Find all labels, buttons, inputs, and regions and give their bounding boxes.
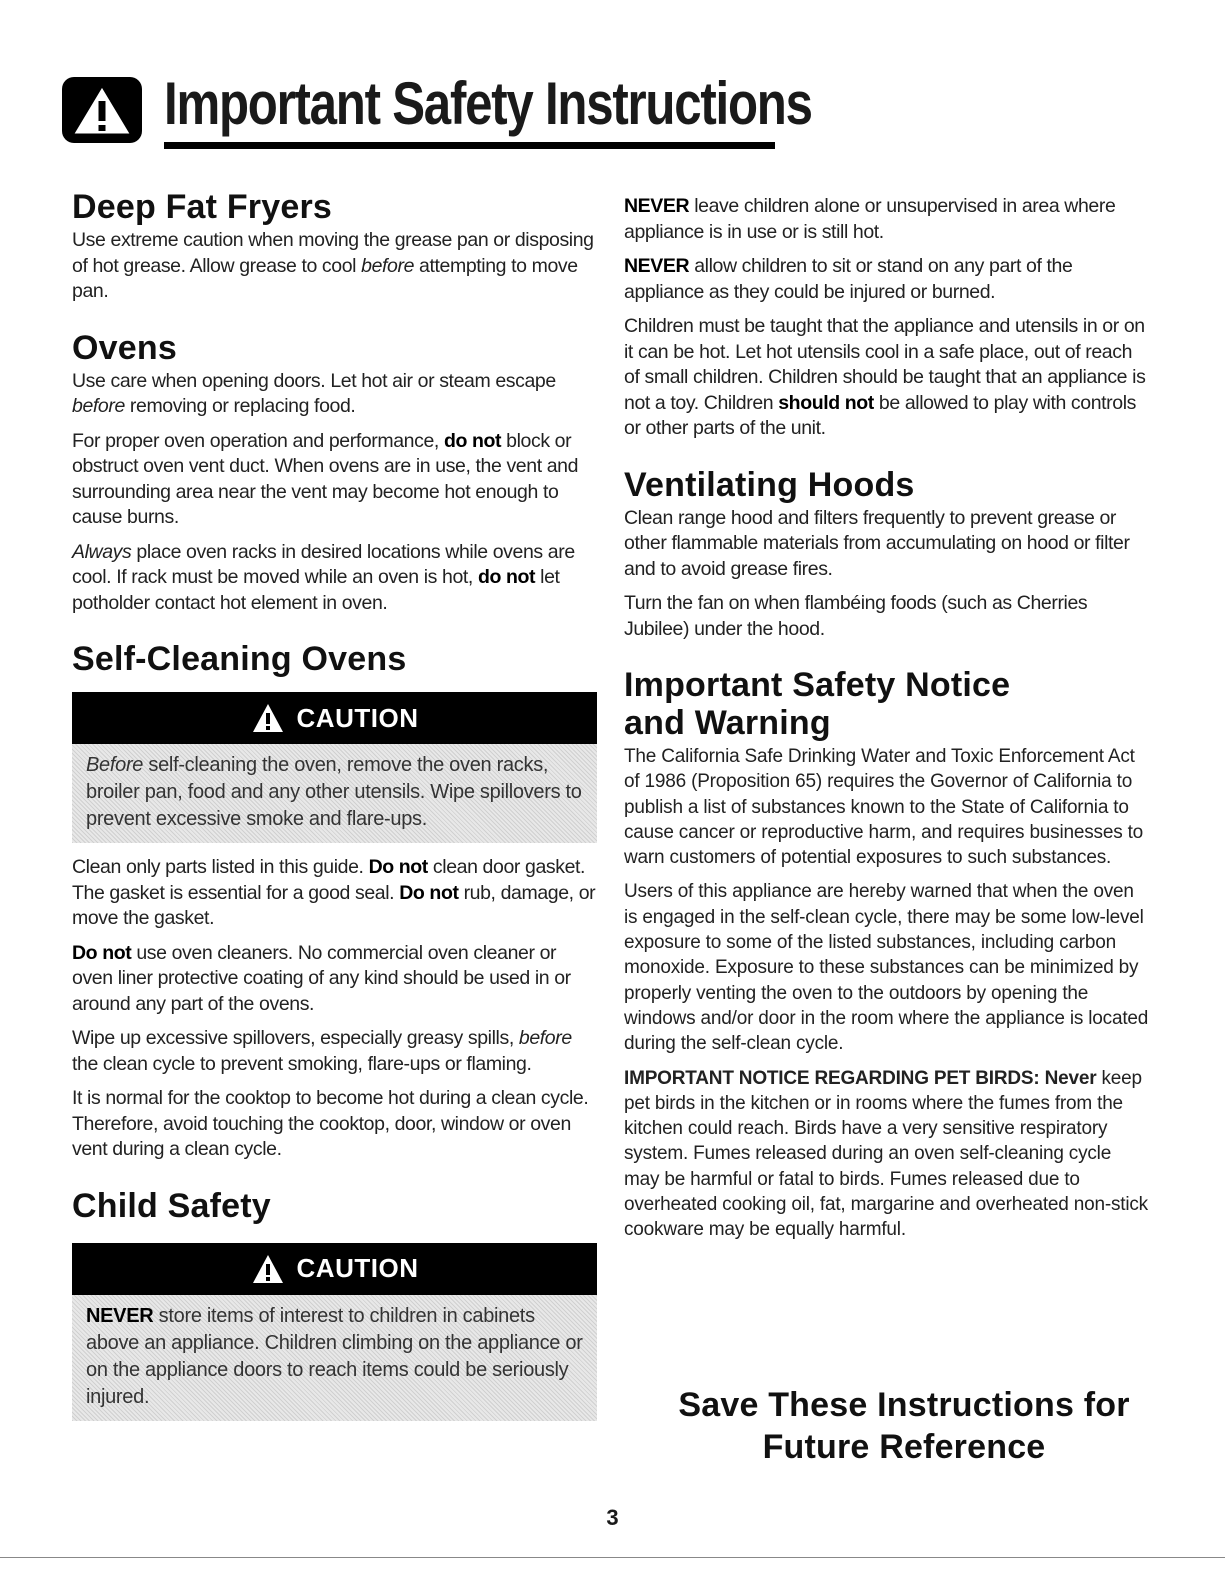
save-instructions-note: Save These Instructions for Future Reference: [678, 1386, 1130, 1466]
child-text-3: Children must be taught that the appliance and utensils in or on it can be hot. Let hot utensils cool in a safe place, out of reach of small children. Children should be taught that an appliance is not a toy. Children should not be allowed to play with controls or other parts of the unit.: [624, 315, 1146, 439]
caution-text: Before self-cleaning the oven, remove the oven racks, broiler pan, food and any other utensils. Wipe spillovers to prevent excessive smoke and flare-ups.: [72, 744, 597, 843]
self-cleaning-caution-box: [72, 692, 597, 843]
left-column: [72, 188, 597, 1435]
title-underline: [164, 142, 775, 149]
child-text-1: NEVER leave children alone or unsupervised in area where appliance is in use or is still hot.: [624, 195, 1116, 243]
section-ovens: [72, 329, 597, 617]
child-text-2: NEVER allow children to sit or stand on any part of the appliance as they could be injured or burned.: [624, 255, 1073, 303]
page-number: 3: [606, 1505, 619, 1530]
warning-triangle-icon: [60, 75, 144, 145]
caution-label: CAUTION: [296, 1253, 419, 1283]
deep-fat-fryers-heading: Deep Fat Fryers: [72, 188, 332, 226]
self-cleaning-text-1: Clean only parts listed in this guide. Do not clean door gasket. The gasket is essential for a good seal. Do not rub, damage, or move the gasket.: [72, 856, 596, 929]
child-safety-heading: Child Safety: [72, 1186, 271, 1225]
section-ventilating-hoods: [624, 466, 1149, 643]
section-self-cleaning-ovens: [72, 640, 597, 1163]
self-cleaning-text-2: Do not use oven cleaners. No commercial oven cleaner or oven liner protective coating of any kind should be used in or around any part of the ovens.: [72, 941, 571, 1015]
ovens-text-2: For proper oven operation and performance, do not block or obstruct oven vent duct. When ovens are in use, the vent and surrounding area near the vent may become hot enough to cause burns.: [72, 429, 579, 528]
notice-text-1: The California Safe Drinking Water and Toxic Enforcement Act of 1986 (Proposition 65) requires the Governor of California to publish a list of substances known to the State of California to cause cancer or reproductive harm, and requires businesses to warn customers of potential exposures to such substances.: [624, 746, 1144, 869]
caution-text: NEVER store items of interest to children in cabinets above an appliance. Children climbing on the appliance or on the appliance doors to reach items could be seriously injured.: [72, 1295, 597, 1421]
caution-banner: [72, 1243, 597, 1295]
bottom-rule: [0, 1557, 1225, 1558]
right-column: [624, 194, 1149, 1257]
ovens-text-1: Use care when opening doors. Let hot air or steam escape before removing or replacing food.: [72, 369, 556, 417]
hoods-text-2: Turn the fan on when flambéing foods (such as Cherries Jubilee) under the hood.: [624, 592, 1088, 640]
notice-heading: Important Safety Notice and Warning: [624, 666, 1011, 742]
hoods-text-1: Clean range hood and filters frequently to prevent grease or other flammable materials from accumulating on hood or filter and to avoid grease fires.: [624, 506, 1130, 580]
self-cleaning-text-3: Wipe up excessive spillovers, especially greasy spills, before the clean cycle to prevent smoking, flare-ups or flaming.: [72, 1027, 572, 1075]
notice-text-2: Users of this appliance are hereby warned that when the oven is engaged in the self-clean cycle, there may be some low-level exposure to some of the listed substances, including carbon monoxide. Exposure to these substances can be minimized by properly venting the oven to the outdoors by opening the windows and/or door in the room where the appliance is located during the self-clean cycle.: [624, 881, 1149, 1055]
ovens-heading: Ovens: [72, 328, 177, 367]
section-child-safety: [72, 1187, 597, 1421]
page-title: Important Safety Instructions: [164, 70, 812, 137]
page-header: [60, 70, 812, 150]
section-deep-fat-fryers: [72, 188, 597, 305]
ventilating-hoods-heading: Ventilating Hoods: [624, 465, 915, 504]
caution-label: CAUTION: [296, 702, 419, 733]
self-cleaning-heading: Self-Cleaning Ovens: [72, 640, 407, 678]
caution-banner: [72, 692, 597, 744]
section-child-safety-continued: [624, 194, 1149, 442]
child-safety-caution-box: [72, 1243, 597, 1421]
section-safety-notice: [624, 666, 1149, 1243]
caution-triangle-icon: [251, 1253, 285, 1285]
self-cleaning-text-4: It is normal for the cooktop to become hot during a clean cycle. Therefore, avoid touching the cooktop, door, window or oven vent during a clean cycle.: [72, 1087, 589, 1160]
caution-triangle-icon: [251, 702, 285, 734]
ovens-text-3: Always place oven racks in desired locations while ovens are cool. If rack must be moved while an oven is hot, do not let potholder contact hot element in oven.: [72, 540, 575, 614]
deep-fat-fryers-text: Use extreme caution when moving the grease pan or disposing of hot grease. Allow grease to cool before attempting to move pan.: [72, 229, 594, 302]
pet-birds-notice: IMPORTANT NOTICE REGARDING PET BIRDS: Never keep pet birds in the kitchen or in rooms where the fumes from the kitchen could reach. Birds have a very sensitive respiratory system. Fumes released during an oven self-cleaning cycle may be harmful or fatal to birds. Fumes released due to overheated cooking oil, fat, margarine and overheated non-stick cookware may be equally harmful.: [624, 1067, 1148, 1241]
